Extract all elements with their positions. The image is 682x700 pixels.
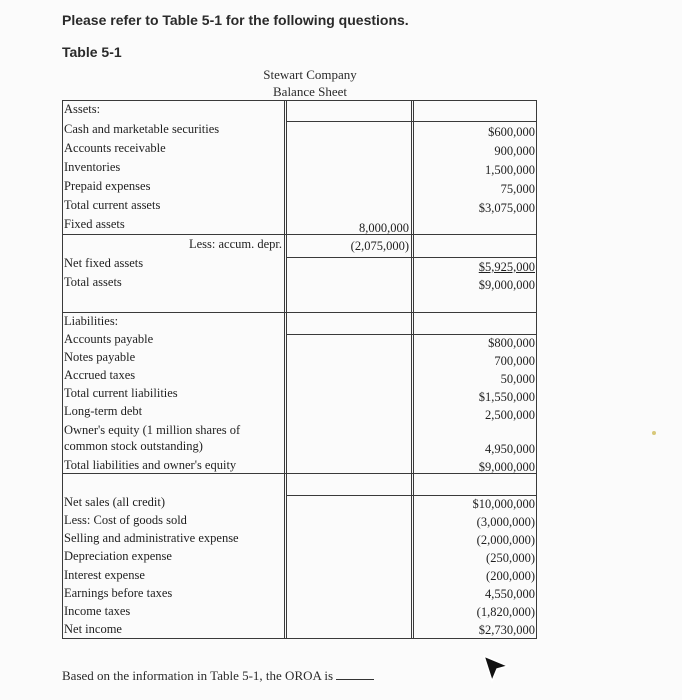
row-value: $9,000,000 <box>478 278 535 292</box>
row-label: Total current liabilities <box>64 386 178 400</box>
row-label: Less: Cost of goods sold <box>64 513 187 527</box>
row-value: $800,000 <box>488 336 535 350</box>
question-text: Based on the information in Table 5-1, the OROA is <box>62 668 334 683</box>
row-label: Cash and marketable securities <box>64 122 220 136</box>
row-value: 75,000 <box>500 182 535 196</box>
row-value: 4,950,000 <box>485 442 535 456</box>
row-value: 900,000 <box>494 144 535 158</box>
row-value: (250,000) <box>486 551 535 565</box>
row-label: Earnings before taxes <box>64 586 173 600</box>
row-value: 8,000,000 <box>359 221 409 235</box>
row-label: Net fixed assets <box>64 256 144 270</box>
row-value: (1,820,000) <box>476 605 535 619</box>
row-label: Inventories <box>64 160 121 174</box>
row-value: 50,000 <box>500 372 535 386</box>
row-value: $3,075,000 <box>478 201 535 215</box>
row-label: Net income <box>64 622 122 636</box>
row-value: $1,550,000 <box>478 390 535 404</box>
row-value: (2,075,000) <box>350 239 409 253</box>
statement-name: Balance Sheet <box>273 84 347 99</box>
row-value: $5,925,000 <box>478 260 535 274</box>
row-value: 2,500,000 <box>485 408 535 422</box>
row-label: Fixed assets <box>64 217 125 231</box>
row-value: (200,000) <box>486 569 535 583</box>
row-label: Net sales (all credit) <box>64 495 165 509</box>
cursor-arrow-icon <box>482 654 512 684</box>
row-value: 4,550,000 <box>485 587 535 601</box>
row-label: Selling and administrative expense <box>64 531 239 545</box>
row-value: $9,000,000 <box>478 460 535 474</box>
row-value: 1,500,000 <box>485 163 535 177</box>
stray-dot <box>652 431 656 435</box>
liabilities-header: Liabilities: <box>64 314 119 328</box>
row-label: Accounts receivable <box>64 141 166 155</box>
row-value: (3,000,000) <box>476 515 535 529</box>
row-label: Long-term debt <box>64 404 143 418</box>
row-label: Interest expense <box>64 568 145 582</box>
row-label: Prepaid expenses <box>64 179 151 193</box>
row-label: Accrued taxes <box>64 368 136 382</box>
row-label: Accounts payable <box>64 332 154 346</box>
row-label: Total liabilities and owner's equity <box>64 458 237 472</box>
row-label: Total current assets <box>64 198 161 212</box>
question-heading: Please refer to Table 5-1 for the following questions. <box>62 12 409 28</box>
oroa-question <box>62 667 374 684</box>
balance-sheet-table <box>62 100 538 640</box>
row-label: Total assets <box>64 275 122 289</box>
row-label: Less: accum. depr. <box>188 237 282 251</box>
row-label: Income taxes <box>64 604 131 618</box>
row-value: $600,000 <box>488 125 535 139</box>
company-name: Stewart Company <box>263 67 357 82</box>
row-value: $10,000,000 <box>472 497 535 511</box>
row-label: Depreciation expense <box>64 549 172 563</box>
table-caption: Table 5-1 <box>62 44 122 60</box>
row-label: common stock outstanding) <box>64 439 203 453</box>
assets-header: Assets: <box>64 102 101 116</box>
row-value: $2,730,000 <box>478 623 535 637</box>
row-label: Owner's equity (1 million shares of <box>64 423 241 437</box>
row-value: (2,000,000) <box>476 533 535 547</box>
answer-blank[interactable] <box>336 667 374 680</box>
row-label: Notes payable <box>64 350 136 364</box>
row-value: 700,000 <box>494 354 535 368</box>
